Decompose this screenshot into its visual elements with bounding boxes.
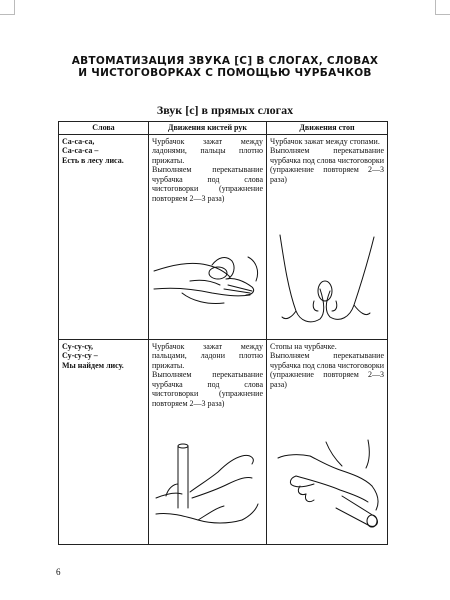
instruction-text: Выполняем перекатывание чурбачка под слова чистоговорки (упражнение повторяем 2—3 раза) (270, 351, 384, 389)
word-line: Мы найдем лису. (62, 360, 124, 370)
page-heading (40, 55, 410, 79)
word-line: Са-са-са – (62, 146, 99, 155)
column-header-hands: Движения кистей рук (149, 122, 267, 135)
feet-cell (267, 339, 388, 544)
words-cell (59, 134, 149, 339)
word-line: Есть в лесу лиса. (62, 155, 124, 165)
hands-cell (149, 339, 267, 544)
word-line: Су-су-су, (62, 341, 93, 351)
column-header-words: Слова (59, 122, 149, 135)
crop-mark-left (0, 0, 15, 15)
instruction-text: Стопы на чурбачке. (270, 341, 337, 351)
word-line: Су-су-су – (62, 351, 98, 361)
feet-holding-stick-illustration (270, 231, 385, 327)
page-number: 6 (56, 567, 61, 577)
hands-rolling-stick-illustration (152, 231, 264, 327)
instruction-text: Чурбачок зажат между ладонями, пальцы плотно прижаты. (152, 136, 263, 165)
instruction-text: Выполняем перекатывание чурбачка под слова чистоговорки (упражнение повторяем 2—3 раза) (152, 370, 263, 408)
instruction-text: Чурбачок зажат между стопами. (270, 136, 380, 146)
table-row (59, 134, 388, 339)
section-subheading: Звук [с] в прямых слогах (156, 103, 294, 117)
table-row (59, 339, 388, 544)
foot-on-stick-illustration (270, 436, 385, 532)
word-line: Са-са-са, (62, 136, 95, 146)
exercise-table (58, 121, 388, 545)
fingers-holding-stick-illustration (152, 436, 264, 532)
column-header-feet: Движения стоп (267, 122, 388, 135)
heading-line-1: АВТОМАТИЗАЦИЯ ЗВУКА [С] В СЛОГАХ, СЛОВАХ (71, 55, 379, 67)
heading-line-2: И ЧИСТОГОВОРКАХ С ПОМОЩЬЮ ЧУРБАЧКОВ (78, 67, 372, 79)
feet-cell (267, 134, 388, 339)
words-cell (59, 339, 149, 544)
instruction-text: Чурбачок зажат между пальцами, ладони плотно прижаты. (152, 341, 263, 370)
table-header-row (59, 122, 388, 135)
instruction-text: Выполняем перекатывание чурбачка под слова чистоговорки (упражнение повторяем 2—3 раза) (152, 165, 263, 203)
crop-mark-right (435, 0, 450, 15)
hands-cell (149, 134, 267, 339)
instruction-text: Выполняем перекатывание чурбачка под слова чистоговорки (упражнение повторяем 2—3 раза) (270, 146, 384, 184)
